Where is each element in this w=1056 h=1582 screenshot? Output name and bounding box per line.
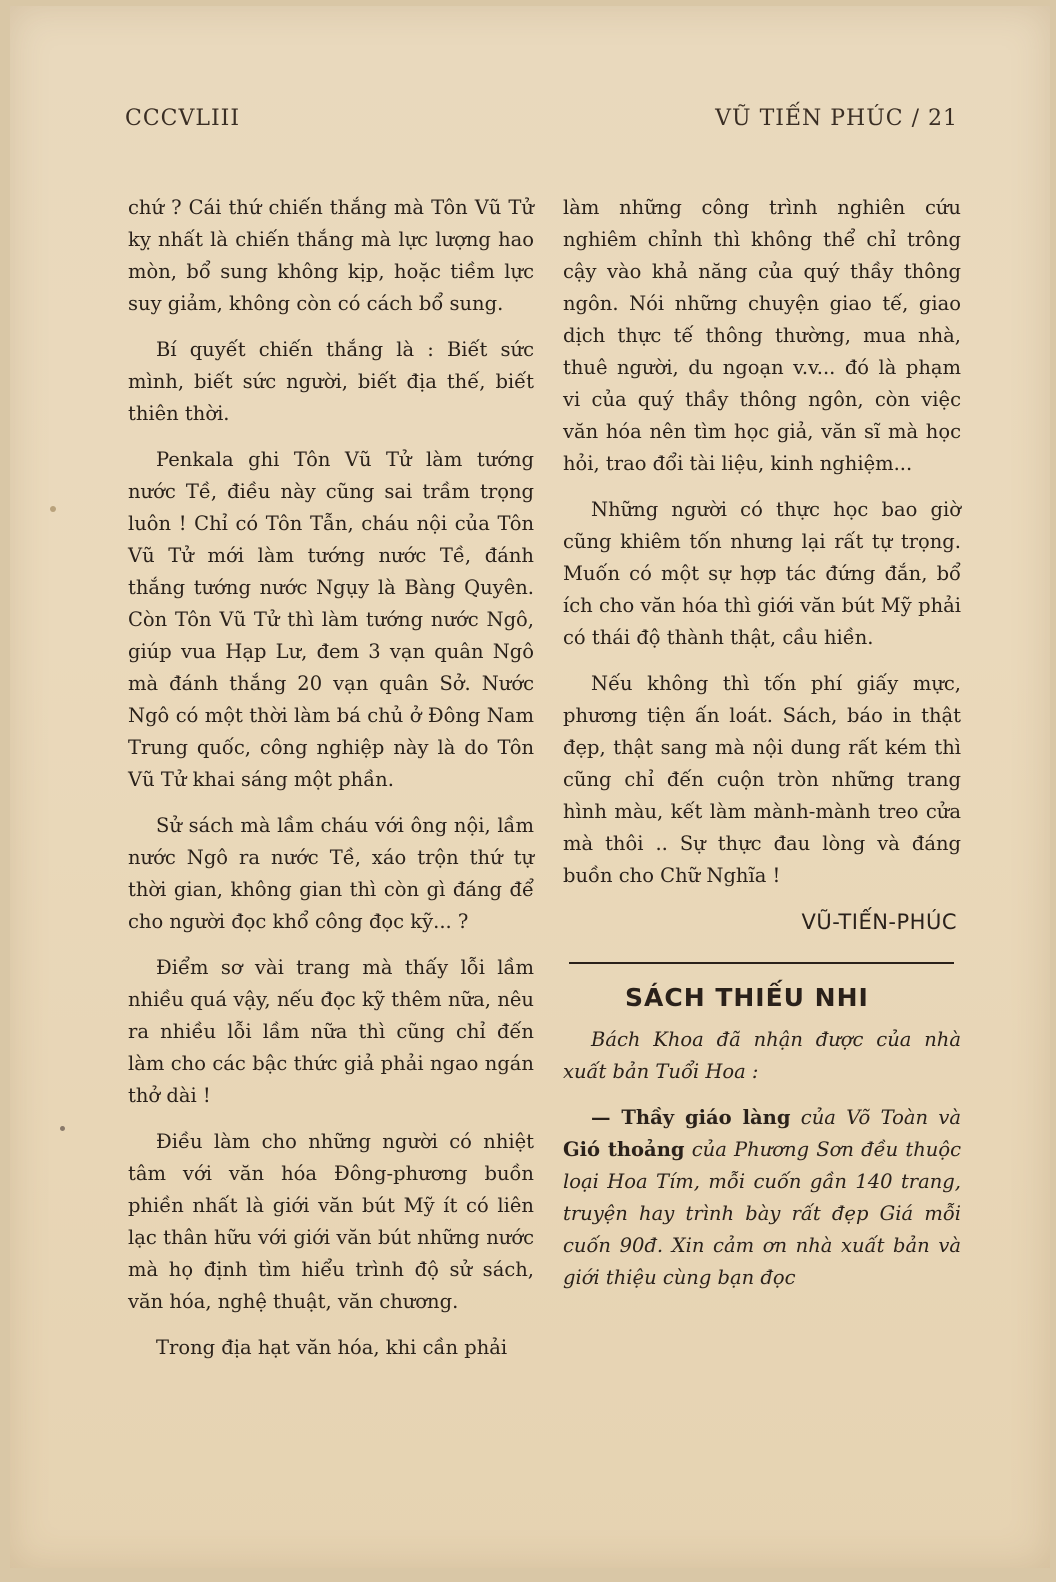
section-divider [569,962,954,964]
paragraph: Những người có thực học bao giờ cũng khiêm tốn nhưng lại rất tự trọng. Muốn có một sự hợp tác đứng đắn, bổ ích cho văn hóa thì giới văn bút Mỹ phải có thái độ thành thật, cầu hiền. [563,498,961,649]
header-right: VŨ TIẾN PHÚC / 21 [715,106,958,131]
header-left: CCCVLIII [125,106,241,131]
paper-spot [50,506,56,512]
book-author: của Võ Toàn và [790,1106,961,1129]
paragraph: Sử sách mà lầm cháu với ông nội, lầm nước Ngô ra nước Tề, xáo trộn thứ tự thời gian, không gian thì còn gì đáng để cho người đọc khổ công đọc kỹ... ? [128,814,534,933]
book-title: Thầy giáo làng [621,1106,791,1129]
paragraph: Penkala ghi Tôn Vũ Tử làm tướng nước Tề, điều này cũng sai trầm trọng luôn ! Chỉ có Tôn Tẫn, cháu nội của Tôn Vũ Tử mới làm tướng nước Tề, đánh thắng tướng nước Ngụy là Bàng Quyên. Còn Tôn Vũ Tử thì làm tướng nước Ngô, giúp vua Hạp Lư, đem 3 vạn quân Ngô mà đánh thắng 20 vạn quân Sở. Nước Ngô có một thời làm bá chủ ở Đông Nam Trung quốc, công nghiệp này là do Tôn Vũ Tử khai sáng một phần. [128,448,534,791]
right-column [563,192,961,1308]
section-intro: Bách Khoa đã nhận được của nhà xuất bản Tuổi Hoa : [563,1028,961,1083]
left-column [128,192,534,1378]
paragraph: Điểm sơ vài trang mà thấy lỗi lầm nhiều quá vậy, nếu đọc kỹ thêm nữa, nêu ra nhiều lỗi lầm nữa thì cũng chỉ đến làm cho các bậc thức giả phải ngao ngán thở dài ! [128,956,534,1107]
section-title: SÁCH THIẾU NHI [625,983,869,1012]
author-signature: VŨ-TIẾN-PHÚC [801,910,957,934]
book-title: Gió thoảng [563,1138,685,1161]
entry-dash: — [591,1106,622,1129]
paragraph: chứ ? Cái thứ chiến thắng mà Tôn Vũ Tử kỵ nhất là chiến thắng mà lực lượng hao mòn, bổ sung không kịp, hoặc tiềm lực suy giảm, không còn có cách bổ sung. [128,196,534,315]
paragraph: làm những công trình nghiên cứu nghiêm chỉnh thì không thể chỉ trông cậy vào khả năng của quý thầy thông ngôn. Nói những chuyện giao tế, giao dịch thực tế thông thường, mua nhà, thuê người, du ngoạn v.v... đó là phạm vi của quý thầy thông ngôn, còn việc văn hóa nên tìm học giả, văn sĩ mà học hỏi, trao đổi tài liệu, kinh nghiệm... [563,196,961,475]
running-header [125,106,958,131]
paragraph: Trong địa hạt văn hóa, khi cần phải [156,1336,508,1359]
book-entry [563,1102,961,1294]
paper-spot [60,1126,65,1131]
paragraph: Nếu không thì tốn phí giấy mực, phương tiện ấn loát. Sách, báo in thật đẹp, thật sang mà nội dung rất kém thì cũng chỉ đến cuộn tròn những trang hình màu, kết làm mành-mành treo cửa mà thôi .. Sự thực đau lòng và đáng buồn cho Chữ Nghĩa ! [563,672,961,887]
paragraph: Điều làm cho những người có nhiệt tâm với văn hóa Đông-phương buồn phiền nhất là giới văn bút Mỹ ít có liên lạc thân hữu với giới văn bút những nước mà họ định tìm hiểu trình độ sử sách, văn hóa, nghệ thuật, văn chương. [128,1130,534,1313]
book-details: của Phương Sơn đều thuộc loại Hoa Tím, mỗi cuốn gần 140 trang, truyện hay trình bày rất đẹp Giá mỗi cuốn 90đ. Xin cảm ơn nhà xuất bản và giới thiệu cùng bạn đọc [563,1138,961,1289]
scanned-page [10,6,1050,1568]
paragraph: Bí quyết chiến thắng là : Biết sức mình, biết sức người, biết địa thế, biết thiên thời. [128,338,534,425]
